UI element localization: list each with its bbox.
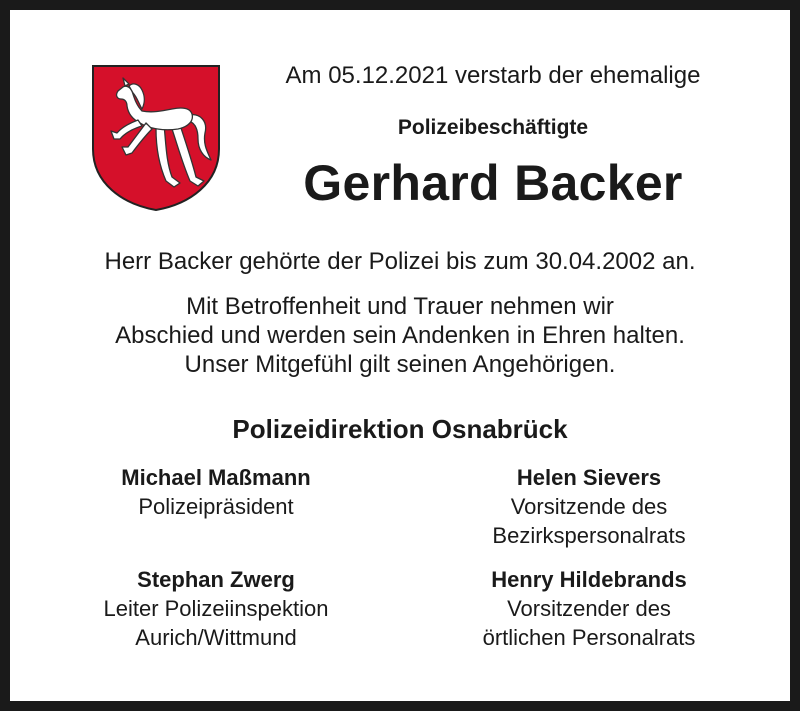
service-statement: Herr Backer gehörte der Polizei bis zum 30.04.2002 an.: [104, 248, 696, 275]
signatory-title: Leiter Polizeiinspektion: [103, 596, 329, 621]
deceased-role: Polizeibeschäftigte: [397, 116, 589, 139]
signatory-title: Vorsitzender des: [507, 596, 671, 621]
deceased-name: Gerhard Backer: [303, 155, 683, 211]
lower-saxony-horse-crest-icon: [92, 65, 220, 211]
signatory-name: Stephan Zwerg: [137, 567, 295, 592]
signatory-sievers: [424, 463, 754, 550]
signatory-name: Henry Hildebrands: [491, 567, 687, 592]
signatory-name: Michael Maßmann: [121, 465, 311, 490]
signatory-zwerg: [51, 565, 381, 652]
condolence-line: Mit Betroffenheit und Trauer nehmen wir: [186, 293, 614, 320]
signatory-title: Aurich/Wittmund: [135, 625, 297, 650]
intro-line: Am 05.12.2021 verstarb der ehemalige: [285, 62, 701, 89]
condolence-text: [10, 292, 790, 379]
signatory-title: örtlichen Personalrats: [482, 625, 696, 650]
signatory-hildebrands: [424, 565, 754, 652]
signatory-title: Vorsitzende des: [510, 494, 668, 519]
signatory-title: Polizeipräsident: [138, 494, 294, 519]
signatory-title: Bezirkspersonalrats: [492, 523, 686, 548]
signatory-massmann: [51, 463, 381, 521]
organization-name: Polizeidirektion Osnabrück: [232, 414, 568, 444]
condolence-line: Unser Mitgefühl gilt seinen Angehörigen.: [184, 351, 616, 378]
condolence-line: Abschied und werden sein Andenken in Ehren halten.: [115, 322, 685, 349]
signatory-name: Helen Sievers: [516, 465, 662, 490]
